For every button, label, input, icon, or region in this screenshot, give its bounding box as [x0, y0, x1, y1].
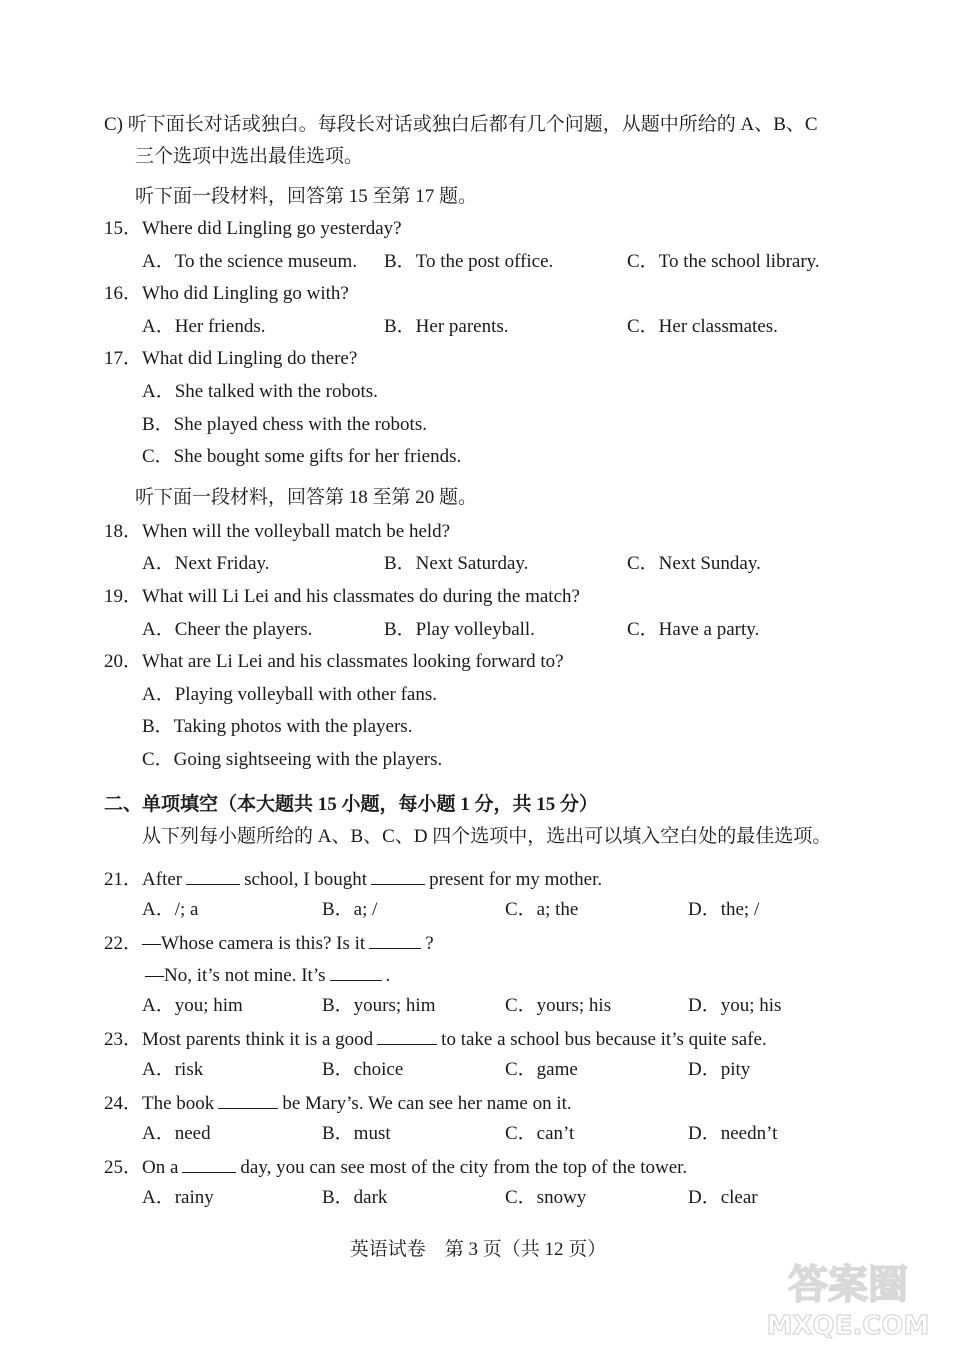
- q15-option-a: A．To the science museum.: [142, 251, 358, 272]
- answer-blank: [182, 1154, 236, 1173]
- q16-option-b: B．Her parents.: [384, 316, 509, 337]
- q24-option-b: B．must: [322, 1123, 391, 1144]
- q15-option-b: B．To the post office.: [384, 251, 554, 272]
- question-21: 21．After school, I bought present for my mother.: [104, 866, 602, 892]
- q20-option-c: C．Going sightseeing with the players.: [142, 749, 443, 770]
- q25-option-a: A．rainy: [142, 1187, 214, 1208]
- q22-option-b: B．yours; him: [322, 995, 436, 1016]
- q23-option-d: D．pity: [688, 1059, 751, 1080]
- answer-blank: [371, 866, 425, 885]
- q17-option-a: A．She talked with the robots.: [142, 381, 378, 402]
- part2-heading: 二、单项填空（本大题共 15 小题，每小题 1 分，共 15 分）: [104, 794, 599, 815]
- q24-option-d: D．needn’t: [688, 1123, 778, 1144]
- answer-blank: [377, 1026, 437, 1045]
- q25-option-c: C．snowy: [505, 1187, 587, 1208]
- q18-option-b: B．Next Saturday.: [384, 553, 529, 574]
- section-c-line2: 三个选项中选出最佳选项。: [135, 146, 364, 167]
- intro-18-20: 听下面一段材料，回答第 18 至第 20 题。: [135, 487, 478, 508]
- question-24: 24．The book be Mary’s. We can see her name on it.: [104, 1090, 572, 1116]
- q21-option-a: A．/; a: [142, 899, 199, 920]
- q23-option-c: C．game: [505, 1059, 578, 1080]
- q23-option-b: B．choice: [322, 1059, 404, 1080]
- q17-option-c: C．She bought some gifts for her friends.: [142, 446, 462, 467]
- q15-option-c: C．To the school library.: [627, 251, 820, 272]
- answer-blank: [186, 866, 240, 885]
- q20-option-b: B．Taking photos with the players.: [142, 716, 413, 737]
- q25-option-d: D．clear: [688, 1187, 758, 1208]
- question-25: 25．On a day, you can see most of the city from the top of the tower.: [104, 1154, 687, 1180]
- watermark-line2: MXQE.COM: [766, 1311, 930, 1341]
- q25-option-b: B．dark: [322, 1187, 388, 1208]
- question-22: 22．—Whose camera is this? Is it ?: [104, 930, 434, 956]
- q24-option-a: A．need: [142, 1123, 211, 1144]
- question-16: 16．Who did Lingling go with?: [104, 283, 349, 304]
- q24-option-c: C．can’t: [505, 1123, 575, 1144]
- q23-option-a: A．risk: [142, 1059, 204, 1080]
- part2-instruction: 从下列每小题所给的 A、B、C、D 四个选项中，选出可以填入空白处的最佳选项。: [142, 826, 832, 847]
- q20-option-a: A．Playing volleyball with other fans.: [142, 684, 437, 705]
- watermark-logo: [748, 1254, 948, 1344]
- question-19: 19．What will Li Lei and his classmates do during the match?: [104, 586, 580, 607]
- question-18: 18．When will the volleyball match be held?: [104, 521, 451, 542]
- q18-option-a: A．Next Friday.: [142, 553, 270, 574]
- intro-15-17: 听下面一段材料，回答第 15 至第 17 题。: [135, 186, 478, 207]
- question-17: 17．What did Lingling do there?: [104, 348, 358, 369]
- section-c-line1: C) 听下面长对话或独白。每段长对话或独白后都有几个问题，从题中所给的 A、B、C: [104, 114, 818, 135]
- answer-blank: [218, 1090, 278, 1109]
- q18-option-c: C．Next Sunday.: [627, 553, 761, 574]
- question-20: 20．What are Li Lei and his classmates looking forward to?: [104, 651, 564, 672]
- q22-option-d: D．you; his: [688, 995, 782, 1016]
- q21-option-b: B．a; /: [322, 899, 378, 920]
- q21-option-d: D．the; /: [688, 899, 760, 920]
- answer-blank: [330, 962, 382, 981]
- watermark-line1: 答案圈: [788, 1262, 908, 1308]
- q16-option-a: A．Her friends.: [142, 316, 266, 337]
- answer-blank: [369, 930, 421, 949]
- question-22-reply: —No, it’s not mine. It’s .: [145, 962, 390, 988]
- question-15: 15．Where did Lingling go yesterday?: [104, 218, 402, 239]
- q21-option-c: C．a; the: [505, 899, 579, 920]
- q22-option-c: C．yours; his: [505, 995, 612, 1016]
- q22-option-a: A．you; him: [142, 995, 243, 1016]
- q19-option-b: B．Play volleyball.: [384, 619, 535, 640]
- page-footer: 英语试卷 第 3 页（共 12 页）: [349, 1239, 607, 1260]
- q16-option-c: C．Her classmates.: [627, 316, 778, 337]
- question-23: 23．Most parents think it is a good to take a school bus because it’s quite safe.: [104, 1026, 767, 1052]
- q17-option-b: B．She played chess with the robots.: [142, 414, 427, 435]
- q19-option-c: C．Have a party.: [627, 619, 760, 640]
- q19-option-a: A．Cheer the players.: [142, 619, 313, 640]
